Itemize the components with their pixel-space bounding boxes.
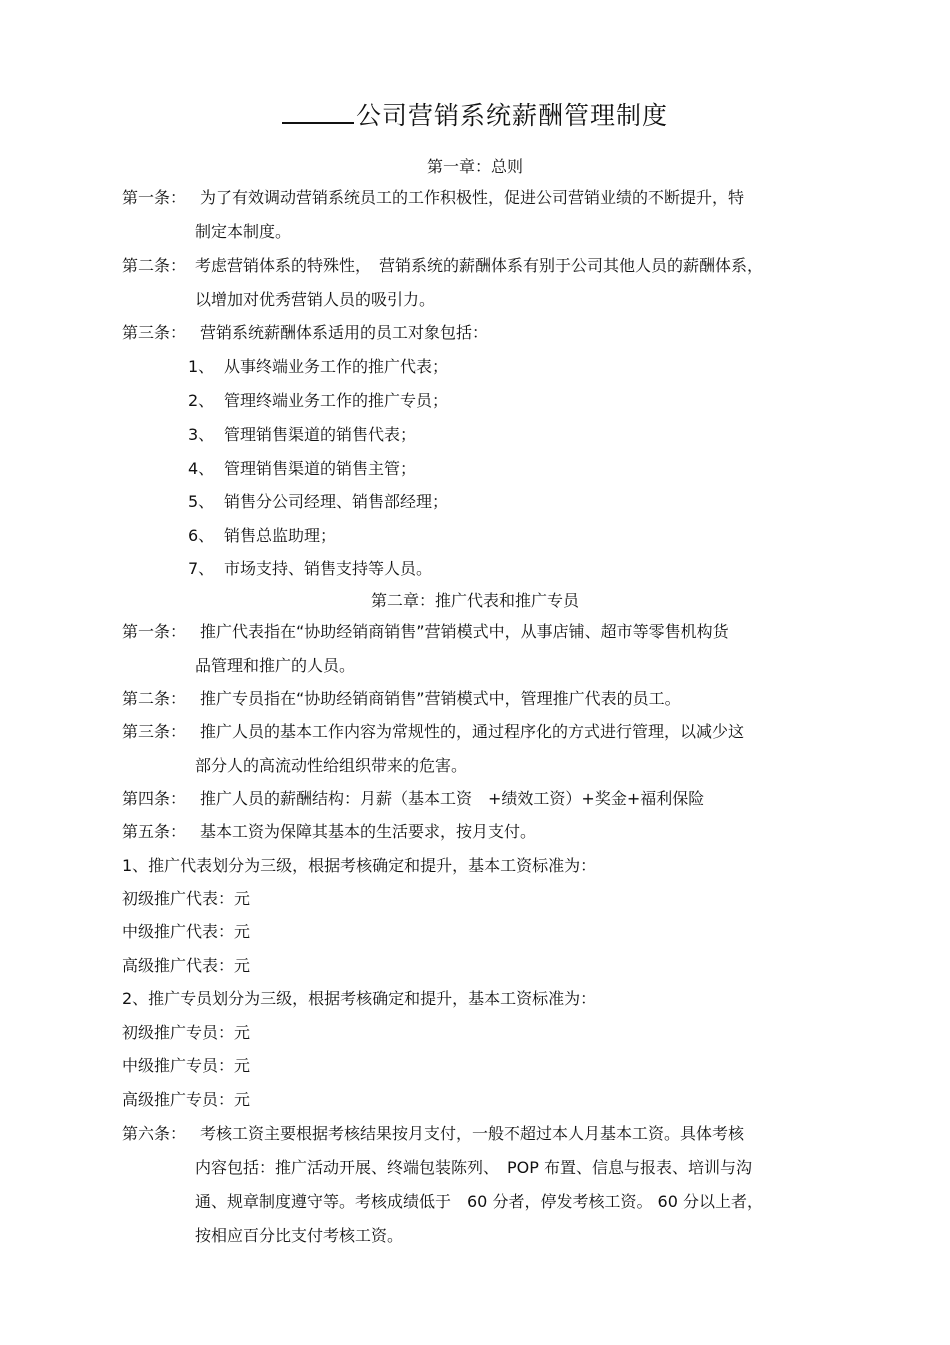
ch1-article-1-cont: 制定本制度。 — [195, 222, 292, 241]
document-title: 公司营销系统薪酬管理制度 — [0, 96, 950, 132]
ch2-salary-item: 中级推广专员：元 — [122, 1056, 251, 1075]
ch2-article-6-cont: 内容包括：推广活动开展、终端包装陈列、 POP 布置、信息与报表、培训与沟 — [195, 1158, 752, 1177]
ch2-salary-item: 中级推广代表：元 — [122, 922, 251, 941]
ch2-paragraph-2: 2、推广专员划分为三级，根据考核确定和提升，基本工资标准为： — [122, 989, 597, 1008]
ch1-article-3: 第三条： 营销系统薪酬体系适用的员工对象包括： — [122, 323, 489, 342]
ch1-list-item: 1、 从事终端业务工作的推广代表； — [188, 357, 449, 376]
chapter-2-heading: 第二章：推广代表和推广专员 — [370, 591, 579, 610]
ch1-list-item: 5、 销售分公司经理、销售部经理； — [188, 492, 449, 511]
ch2-article-2: 第二条： 推广专员指在“协助经销商销售”营销模式中，管理推广代表的员工。 — [122, 689, 681, 708]
ch2-salary-item: 初级推广专员：元 — [122, 1023, 251, 1042]
ch2-salary-item: 高级推广代表：元 — [122, 956, 251, 975]
ch1-list-item: 2、 管理终端业务工作的推广专员； — [188, 391, 449, 410]
ch1-article-1: 第一条： 为了有效调动营销系统员工的工作积极性，促进公司营销业绩的不断提升，特 — [122, 188, 745, 207]
ch1-article-2-cont: 以增加对优秀营销人员的吸引力。 — [195, 290, 436, 309]
ch2-article-4: 第四条： 推广人员的薪酬结构：月薪（基本工资 +绩效工资）+奖金+福利保险 — [122, 789, 705, 808]
ch1-list-item: 3、 管理销售渠道的销售代表； — [188, 425, 417, 444]
ch2-salary-item: 高级推广专员：元 — [122, 1090, 251, 1109]
ch2-article-6-cont: 通、规章制度遵守等。考核成绩低于 60 分者，停发考核工资。 60 分以上者， — [195, 1192, 763, 1211]
ch2-article-6: 第六条： 考核工资主要根据考核结果按月支付，一般不超过本人月基本工资。具体考核 — [122, 1124, 745, 1143]
ch1-list-item: 7、 市场支持、销售支持等人员。 — [188, 559, 433, 578]
ch2-paragraph-1: 1、推广代表划分为三级，根据考核确定和提升，基本工资标准为： — [122, 856, 597, 875]
ch1-article-2: 第二条： 考虑营销体系的特殊性， 营销系统的薪酬体系有别于公司其他人员的薪酬体系， — [122, 256, 764, 275]
ch1-list-item: 6、 销售总监助理； — [188, 526, 337, 545]
ch2-article-3: 第三条： 推广人员的基本工作内容为常规性的，通过程序化的方式进行管理，以减少这 — [122, 722, 745, 741]
ch2-article-1: 第一条： 推广代表指在“协助经销商销售”营销模式中，从事店铺、超市等零售机构货 — [122, 622, 729, 641]
ch2-article-3-cont: 部分人的高流动性给组织带来的危害。 — [195, 756, 468, 775]
ch2-article-5: 第五条： 基本工资为保障其基本的生活要求，按月支付。 — [122, 822, 537, 841]
ch2-article-6-cont: 按相应百分比支付考核工资。 — [195, 1226, 404, 1245]
ch1-list-item: 4、 管理销售渠道的销售主管； — [188, 459, 417, 478]
title-blank-line — [282, 100, 354, 124]
ch2-article-1-cont: 品管理和推广的人员。 — [195, 656, 356, 675]
chapter-1-heading: 第一章：总则 — [426, 157, 523, 176]
ch2-salary-item: 初级推广代表：元 — [122, 889, 251, 908]
